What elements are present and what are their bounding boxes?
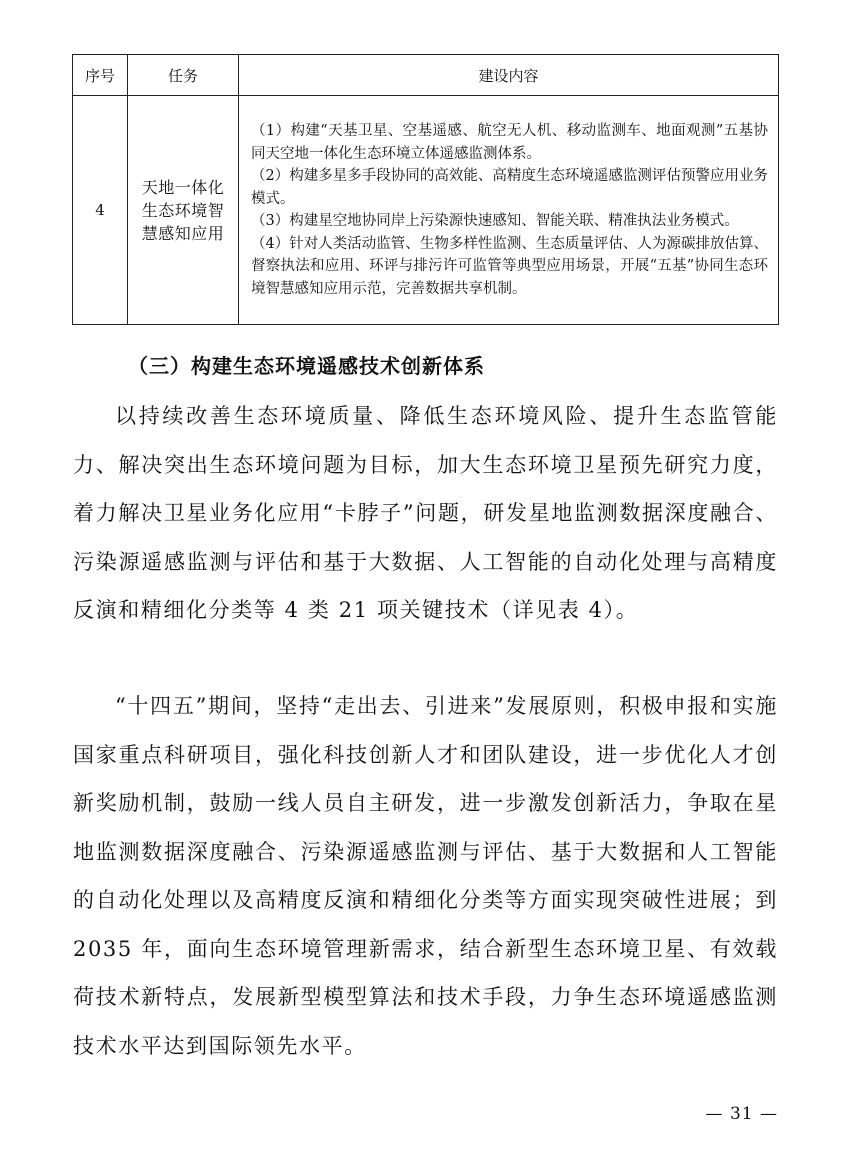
row-content-cell xyxy=(239,96,779,325)
table-header-row xyxy=(73,55,779,96)
section-heading: （三）构建生态环境遥感技术创新体系 xyxy=(128,354,485,378)
body-paragraph-1: 以持续改善生态环境质量、降低生态环境风险、提升生态监管能力、解决突出生态环境问题为目标，加大生态环境卫星预先研究力度，着力解决卫星业务化应用“卡脖子”问题，研发星地监测数据深度融合、污染源遥感监测与评估和基于大数据、人工智能的自动化处理与高精度反演和精细化分类等 4 类 21 项关键技术（详见表 4）。 xyxy=(73,404,778,622)
construction-content-table xyxy=(72,54,779,325)
row-task-cell: 天地一体化生态环境智慧感知应用 xyxy=(128,96,239,325)
content-item-3: （3）构建星空地协同岸上污染源快速感知、智能关联、精准执法业务模式。 xyxy=(251,213,739,229)
header-content: 建设内容 xyxy=(239,55,779,96)
page-number: — 31 — xyxy=(705,1104,778,1124)
header-seq: 序号 xyxy=(73,55,128,96)
header-task: 任务 xyxy=(128,55,239,96)
body-paragraph-2: “十四五”期间，坚持“走出去、引进来”发展原则，积极申报和实施国家重点科研项目，强化科技创新人才和团队建设，进一步优化人才创新奖励机制，鼓励一线人员自主研发，进一步激发创新活力，争取在星地监测数据深度融合、污染源遥感监测与评估、基于大数据和人工智能的自动化处理以及高精度反演和精细化分类等方面实现突破性进展；到 2035 年，面向生态环境管理新需求，结合新型生态环境卫星、有效载荷技术新特点，发展新型模型算法和技术手段，力争生态环境遥感监测技术水平达到国际领先水平。 xyxy=(73,694,778,1058)
content-item-2: （2）构建多星多手段协同的高效能、高精度生态环境遥感监测评估预警应用业务模式。 xyxy=(251,168,768,207)
content-item-4: （4）针对人类活动监管、生物多样性监测、生态质量评估、人为源碳排放估算、督察执法和应用、环评与排污许可监管等典型应用场景，开展“五基”协同生态环境智慧感知应用示范，完善数据共享机制。 xyxy=(251,235,768,297)
table-row xyxy=(73,96,779,325)
content-item-1: （1）构建“天基卫星、空基遥感、航空无人机、移动监测车、地面观测”五基协同天空地一体化生态环境立体遥感监测体系。 xyxy=(251,123,768,162)
row-seq-cell: 4 xyxy=(73,96,128,325)
